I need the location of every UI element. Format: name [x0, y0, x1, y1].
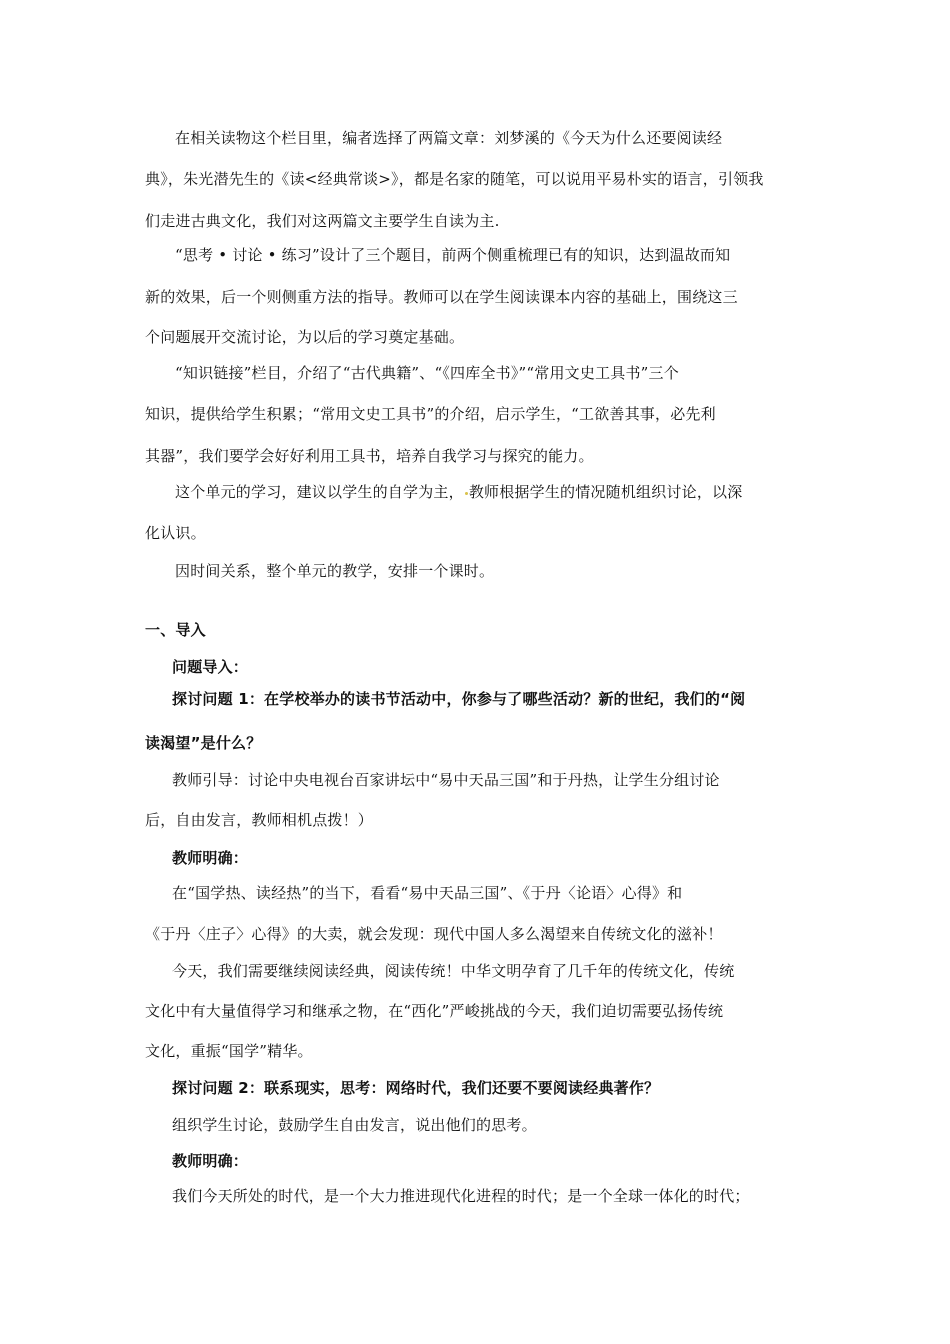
paragraph-line: 今天，我们需要继续阅读经典，阅读传统！中华文明孕育了几千年的传统文化，传统 — [172, 962, 735, 980]
paragraph-line: 其器”，我们要学会好好利用工具书，培养自我学习与探究的能力。 — [145, 447, 594, 465]
paragraph-line: 文化，重振“国学”精华。 — [145, 1042, 313, 1060]
question-line: 探讨问题 2：联系现实，思考：网络时代，我们还要不要阅读经典著作？ — [172, 1079, 660, 1097]
paragraph-line: 我们今天所处的时代，是一个大力推进现代化进程的时代；是一个全球一体化的时代； — [172, 1187, 750, 1205]
paragraph-line: 化认识。 — [145, 524, 206, 542]
paragraph-text: 教师根据学生的情况随机组织讨论，以深 — [468, 483, 743, 501]
paragraph-line: 因时间关系，整个单元的教学，安排一个课时。 — [175, 562, 495, 580]
mark-dot — [465, 492, 468, 495]
paragraph-line: 在相关读物这个栏目里，编者选择了两篇文章：刘梦溪的《今天为什么还要阅读经 — [175, 129, 723, 147]
question-line: 读渴望”是什么？ — [145, 734, 262, 752]
paragraph-line: 在“国学热、读经热”的当下，看看“易中天品三国”、《于丹〈论语〉心得》和 — [172, 884, 683, 902]
paragraph-line: 个问题展开交流讨论，为以后的学习奠定基础。 — [145, 328, 465, 346]
clarify-label: 教师明确： — [172, 1152, 249, 1170]
paragraph-line: “知识链接”栏目，介绍了“古代典籍”、“《四库全书》”“常用文史工具书”三个 — [175, 364, 679, 382]
section-heading: 一、导入 — [145, 621, 206, 639]
paragraph-line: 文化中有大量值得学习和继承之物，在“西化”严峻挑战的今天，我们迫切需要弘扬传统 — [145, 1002, 724, 1020]
paragraph-line: 典》，朱光潜先生的《读<经典常谈>》，都是名家的随笔，可以说用平易朴实的语言，引领我 — [145, 170, 764, 188]
paragraph-line: 教师引导：讨论中央电视台百家讲坛中“易中天品三国”和于丹热，让学生分组讨论 — [172, 771, 720, 789]
paragraph-line: 组织学生讨论，鼓励学生自由发言，说出他们的思考。 — [172, 1116, 537, 1134]
paragraph-line: 们走进古典文化，我们对这两篇文主要学生自读为主. — [145, 212, 500, 230]
clarify-label: 教师明确： — [172, 849, 249, 867]
paragraph-line: 后，自由发言，教师相机点拨！） — [145, 811, 374, 829]
paragraph-line: 《于丹〈庄子〉心得》的大卖，就会发现：现代中国人多么渴望来自传统文化的滋补！ — [145, 925, 723, 943]
paragraph-line: 新的效果，后一个则侧重方法的指导。教师可以在学生阅读课本内容的基础上，围绕这三 — [145, 288, 738, 306]
paragraph-text: 这个单元的学习，建议以学生的自学为主， — [175, 483, 464, 501]
question-line: 探讨问题 1：在学校举办的读书节活动中，你参与了哪些活动？新的世纪，我们的“阅 — [172, 690, 746, 708]
paragraph-line: “思考 • 讨论 • 练习”设计了三个题目，前两个侧重梳理已有的知识，达到温故而知 — [175, 246, 731, 264]
paragraph-line: 知识，提供给学生积累；“常用文史工具书”的介绍，启示学生，“工欲善其事，必先利 — [145, 405, 716, 423]
paragraph-line — [175, 482, 742, 502]
subheading: 问题导入： — [172, 658, 249, 676]
